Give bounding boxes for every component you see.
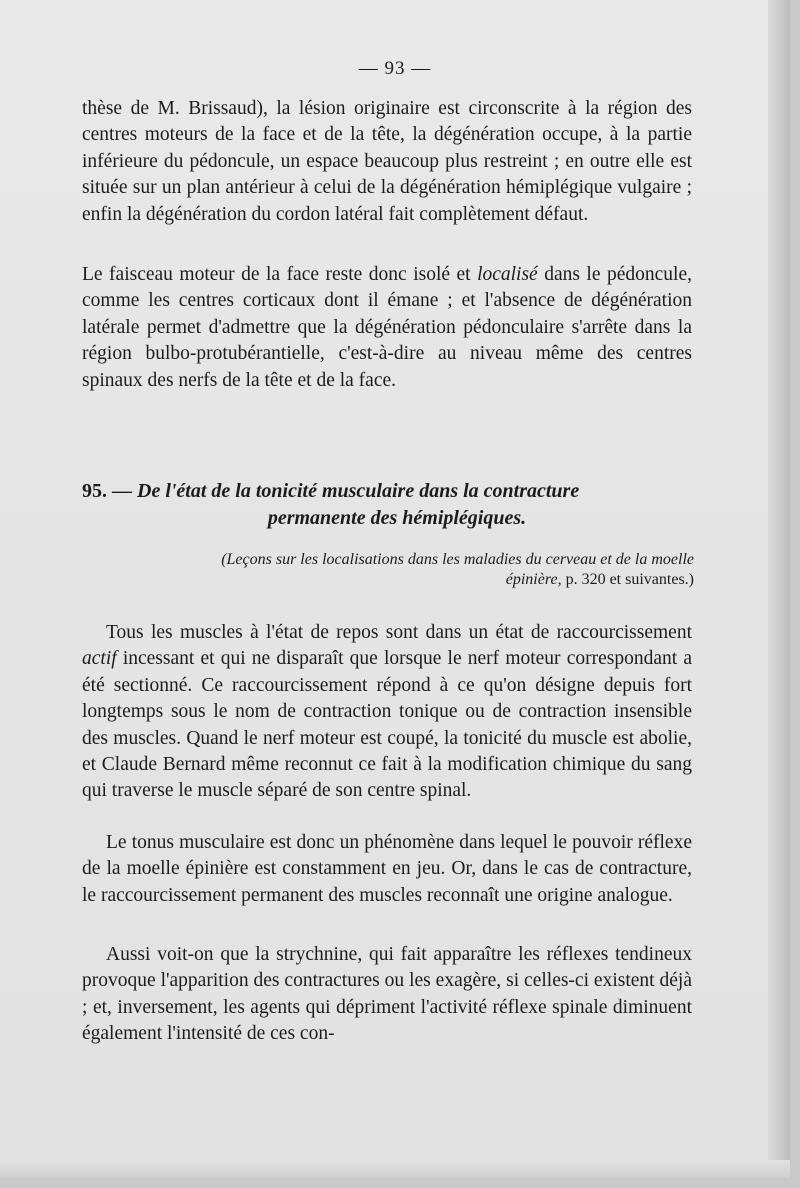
citation [82, 550, 694, 590]
paragraph-1: thèse de M. Brissaud), la lésion originaire est circonscrite à la région des centres moteurs de la face et de la tête, la dégénération occupe, à la partie inférieure du pédoncule, un espace beaucoup plus restreint ; en outre elle est située sur un plan antérieur à celui de la dégénération hémiplégique vulgaire ; enfin la dégénération du cordon latéral fait complètement défaut. [82, 98, 692, 225]
paragraph-5: Aussi voit-on que la strychnine, qui fait apparaître les réflexes tendineux provoque l'apparition des contractures ou les exagère, si celles-ci existent déjà ; et, inversement, les agents qui dépriment l'activité réflexe spinale diminuent également l'intensité de ces con- [82, 944, 692, 1045]
paragraph-3 [82, 620, 692, 805]
paragraph-4: Le tonus musculaire est donc un phénomène dans lequel le pouvoir réflexe de la moelle épinière est constamment en jeu. Or, dans le cas de contracture, le raccourcissement permanent des muscles reconnaît une origine analogue. [82, 832, 692, 906]
citation-line-2-italic: épinière, [505, 571, 562, 588]
paragraph-3-emphasis: actif [82, 648, 117, 670]
paragraph-2-text-a: Le faisceau moteur de la face reste donc isolé et [82, 264, 478, 285]
paragraph-3-text-b: incessant et qui ne disparaît que lorsque le nerf moteur correspondant a été sectionné. Ce raccourcissement répond à ce qu'on désigne depuis fort longtemps sous le nom de contraction tonique ou de contraction insensible des muscles. Quand le nerf moteur est coupé, la tonicité du muscle est abolie, et Claude Bernard même reconnut ce fait à la modification chimique du sang qui traverse le muscle séparé de son centre spinal. [82, 648, 692, 802]
page-edge-shadow [768, 0, 790, 1178]
section-title-line-1: De l'état de la tonicité musculaire dans la contracture [137, 480, 580, 502]
paragraph-2-text-b: dans le pédoncule, comme les centres corticaux dont il émane ; et l'absence de dégénération latérale permet d'admettre que la dégénération pédonculaire s'arrête dans la région bulbo-protubérantielle, c'est-à-dire au niveau même des centres spinaux des nerfs de la tête et de la face. [82, 264, 692, 391]
section-heading [82, 478, 692, 532]
section-title-line-2: permanente des hémiplégiques. [267, 507, 527, 529]
paragraph-2 [82, 262, 692, 394]
citation-line-2-roman: p. 320 et suivantes.) [561, 571, 694, 588]
paragraph-2-emphasis: localisé [477, 264, 538, 285]
section-number: 95. — [82, 480, 132, 502]
page-bottom-edge [0, 1160, 790, 1178]
citation-line-1: (Leçons sur les localisations dans les maladies du cerveau et de la moelle [221, 551, 694, 568]
page-number: — 93 — [358, 58, 432, 79]
paragraph-3-text-a: Tous les muscles à l'état de repos sont dans un état de raccourcissement [106, 622, 692, 643]
